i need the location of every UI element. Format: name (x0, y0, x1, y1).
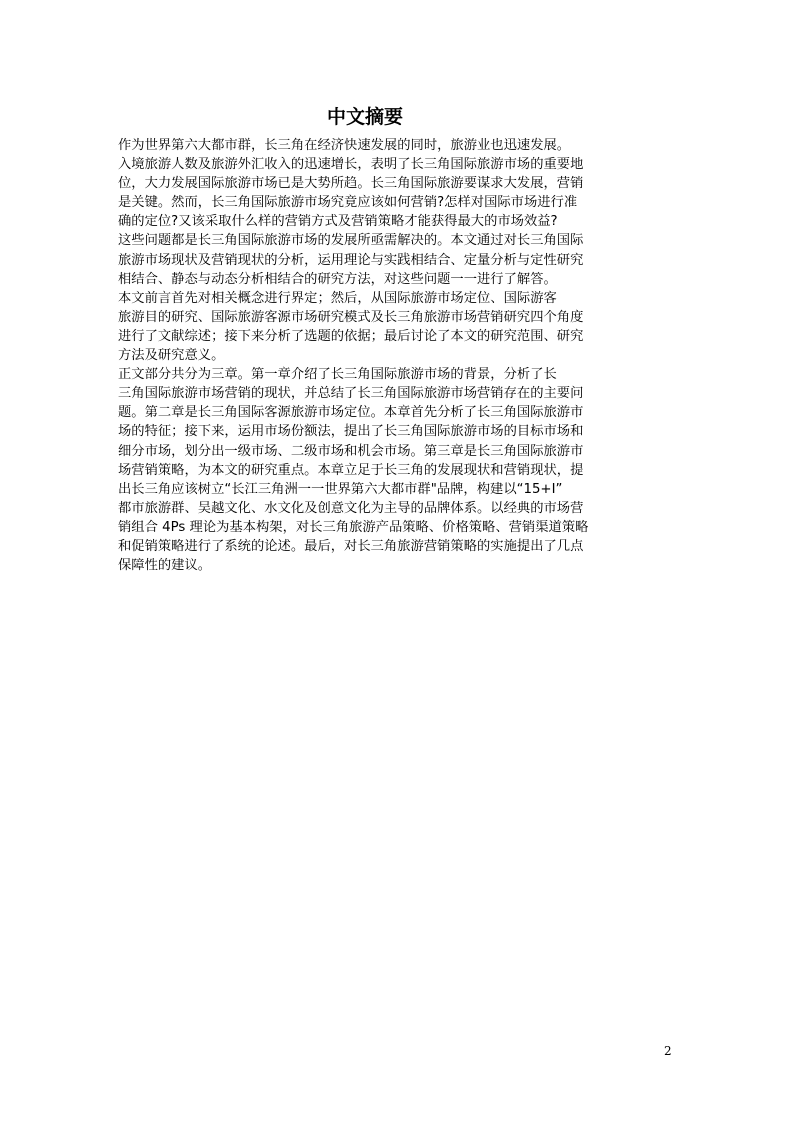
text-line: 位，大力发展国际旅游市场已是大势所趋。长三角国际旅游要谋求大发展，营销 (118, 176, 584, 192)
text-line: 场营销策略，为本文的研究重点。本章立足于长三角的发展现状和营销现状，提 (118, 462, 584, 478)
text-line: 和促销策略进行了系统的论述。最后，对长三角旅游营销策略的实施提出了几点 (118, 538, 584, 554)
text-line: 保障性的建议。 (118, 558, 212, 574)
text-line: 正文部分共分为三章。第一章介绍了长三角国际旅游市场的背景，分析了长 (118, 367, 557, 383)
text-line: 入境旅游人数及旅游外汇收入的迅速增长，表明了长三角国际旅游市场的重要地 (118, 157, 584, 173)
text-line: 题。第二章是长三角国际客源旅游市场定位。本章首先分析了长三角国际旅游市 (118, 405, 584, 421)
text-line: 作为世界第六大都市群，长三角在经济快速发展的同时，旅游业也迅速发展。 (118, 138, 571, 153)
text-line: 旅游市场现状及营销现状的分析，运用理论与实践相结合、定量分析与定性研究 (118, 252, 584, 268)
text-line: 方法及研究意义。 (118, 348, 225, 364)
text-line: 是关键。然而，长三角国际旅游市场究竟应该如何营销?怎样对国际市场进行准 (118, 195, 578, 211)
text-line: 场的特征；接下来，运用市场份额法，提出了长三角国际旅游市场的目标市场和 (118, 424, 584, 440)
text-line: 三角国际旅游市场营销的现状，并总结了长三角国际旅游市场营销存在的主要问 (118, 386, 584, 402)
text-line: 进行了文献综述；接下来分析了选题的依据；最后讨论了本文的研究范围、研究 (118, 328, 584, 344)
text-line: 这些问题都是长三角国际旅游市场的发展所亟需解决的。本文通过对长三角国际 (118, 233, 584, 249)
text-line: 旅游目的研究、国际旅游客源市场研究模式及长三角旅游市场营销研究四个角度 (118, 309, 584, 325)
text-line: 相结合、静态与动态分析相结合的研究方法，对这些问题一一进行了解答。 (118, 271, 557, 287)
abstract-title: 中文摘要 (326, 106, 403, 128)
text-line: 细分市场，划分出一级市场、二级市场和机会市场。第三章是长三角国际旅游市 (118, 443, 584, 459)
text-line: 出长三角应该树立“长江三角洲一一世界第六大都市群"品牌，构建以“15+I” (118, 481, 563, 497)
text-line: 销组合 4Ps 理论为基本构架，对长三角旅游产品策略、价格策略、营销渠道策略 (118, 519, 589, 535)
text-line: 都市旅游群、吴越文化、水文化及创意文化为主导的品牌体系。以经典的市场营 (118, 500, 584, 516)
text-line: 确的定位?又该采取什么样的营销方式及营销策略才能获得最大的市场效益? (118, 214, 558, 230)
page-number: 2 (664, 1044, 672, 1058)
abstract-body (118, 136, 614, 575)
text-line: 本文前言首先对相关概念进行界定；然后，从国际旅游市场定位、国际游客 (118, 290, 557, 306)
